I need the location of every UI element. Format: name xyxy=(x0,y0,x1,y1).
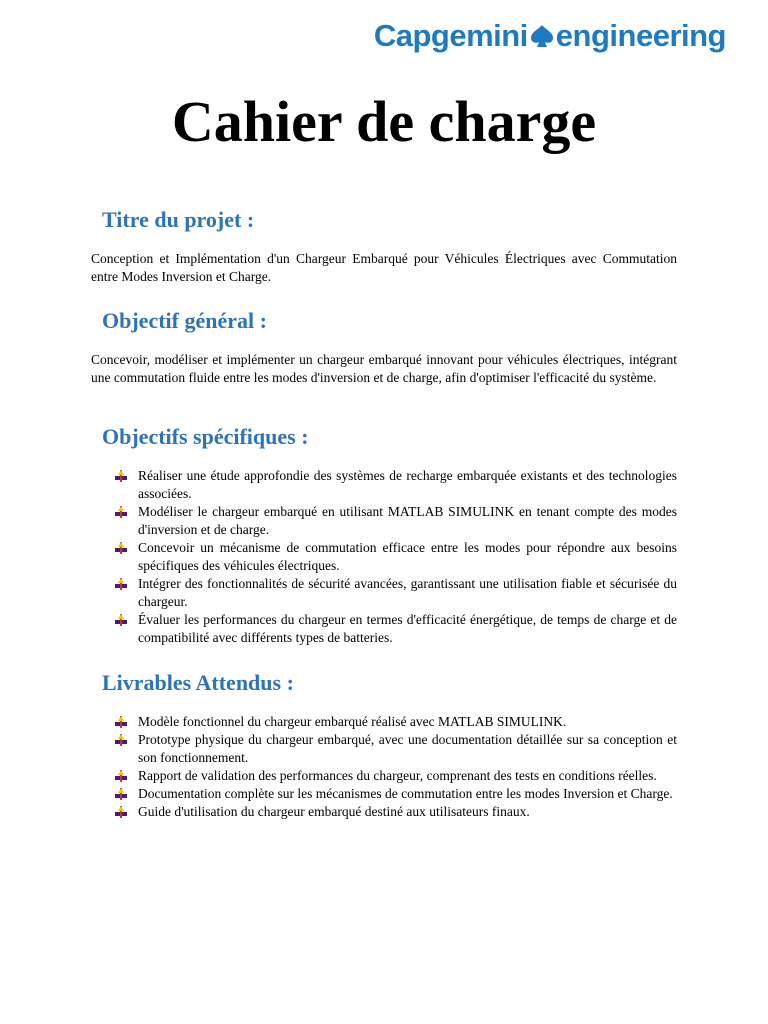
spade-logo-icon xyxy=(529,23,555,49)
section-heading: Objectif général : xyxy=(102,308,267,333)
arrow-bullet-icon xyxy=(115,578,127,590)
livrables-list xyxy=(91,713,677,821)
list-item xyxy=(138,575,677,611)
arrow-bullet-icon xyxy=(115,470,127,482)
list-item xyxy=(138,713,677,731)
arrow-bullet-icon xyxy=(115,542,127,554)
list-item xyxy=(138,767,677,785)
objectifs-list xyxy=(91,467,677,647)
list-item-text: Évaluer les performances du chargeur en termes d'efficacité énergétique, de temps de charge et de compatibilité avec différents types de batteries. xyxy=(138,612,677,645)
list-item xyxy=(138,503,677,539)
list-item-text: Rapport de validation des performances du chargeur, comprenant des tests en conditions réelles. xyxy=(138,768,657,783)
arrow-bullet-icon xyxy=(115,806,127,818)
section-objectifs-specifiques xyxy=(91,423,677,647)
arrow-bullet-icon xyxy=(115,770,127,782)
list-item xyxy=(138,539,677,575)
list-item-text: Guide d'utilisation du chargeur embarqué destiné aux utilisateurs finaux. xyxy=(138,804,530,819)
list-item xyxy=(138,731,677,767)
list-item-text: Prototype physique du chargeur embarqué, avec une documentation détaillée sur sa conception et son fonctionnement. xyxy=(138,732,677,765)
list-item xyxy=(138,611,677,647)
list-item-text: Documentation complète sur les mécanismes de commutation entre les modes Inversion et Charge. xyxy=(138,786,673,801)
arrow-bullet-icon xyxy=(115,716,127,728)
list-item-text: Réaliser une étude approfondie des systèmes de recharge embarquée existants et des technologies associées. xyxy=(138,468,677,501)
section-titre-projet xyxy=(91,206,677,286)
page-title: Cahier de charge xyxy=(171,89,597,154)
logo-text-capgemini: Capgemini xyxy=(373,18,528,53)
arrow-bullet-icon xyxy=(115,788,127,800)
list-item-text: Modéliser le chargeur embarqué en utilisant MATLAB SIMULINK en tenant compte des modes d'inversion et de charge. xyxy=(138,504,677,537)
section-paragraph: Concevoir, modéliser et implémenter un chargeur embarqué innovant pour véhicules électriques, intégrant une commutation fluide entre les modes d'inversion et de charge, afin d'optimiser l'efficacité du système. xyxy=(91,352,677,385)
section-heading: Objectifs spécifiques : xyxy=(102,424,309,449)
section-livrables-attendus xyxy=(91,669,677,821)
arrow-bullet-icon xyxy=(115,506,127,518)
section-heading: Livrables Attendus : xyxy=(102,670,294,695)
arrow-bullet-icon xyxy=(115,734,127,746)
section-heading: Titre du projet : xyxy=(102,207,255,232)
list-item xyxy=(138,803,677,821)
list-item-text: Modèle fonctionnel du chargeur embarqué réalisé avec MATLAB SIMULINK. xyxy=(138,714,567,729)
logo-text-engineering: engineering xyxy=(555,18,726,53)
list-item xyxy=(138,467,677,503)
arrow-bullet-icon xyxy=(115,614,127,626)
list-item-text: Concevoir un mécanisme de commutation efficace entre les modes pour répondre aux besoins spécifiques des véhicules électriques. xyxy=(138,540,677,573)
list-item xyxy=(138,785,677,803)
section-paragraph: Conception et Implémentation d'un Chargeur Embarqué pour Véhicules Électriques avec Commutation entre Modes Inversion et Charge. xyxy=(91,251,677,284)
capgemini-logo xyxy=(374,18,726,54)
list-item-text: Intégrer des fonctionnalités de sécurité avancées, garantissant une utilisation fiable et sécurisée du chargeur. xyxy=(138,576,677,609)
section-objectif-general xyxy=(91,307,677,387)
